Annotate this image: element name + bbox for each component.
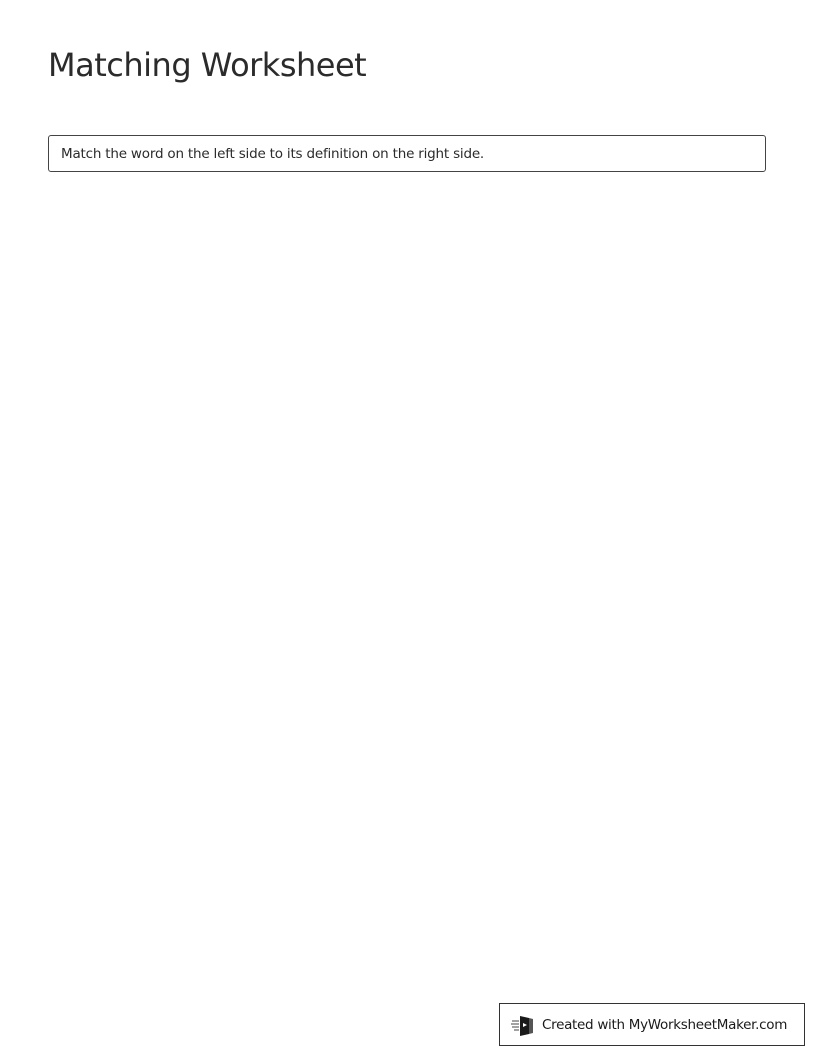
- instructions-box: [48, 135, 766, 172]
- worksheet-maker-logo-icon: [510, 1012, 536, 1038]
- created-with-badge[interactable]: [499, 1003, 805, 1046]
- instructions-text: Match the word on the left side to its definition on the right side.: [61, 145, 485, 162]
- page-title: Matching Worksheet: [48, 46, 367, 84]
- created-with-text: Created with MyWorksheetMaker.com: [542, 1016, 788, 1033]
